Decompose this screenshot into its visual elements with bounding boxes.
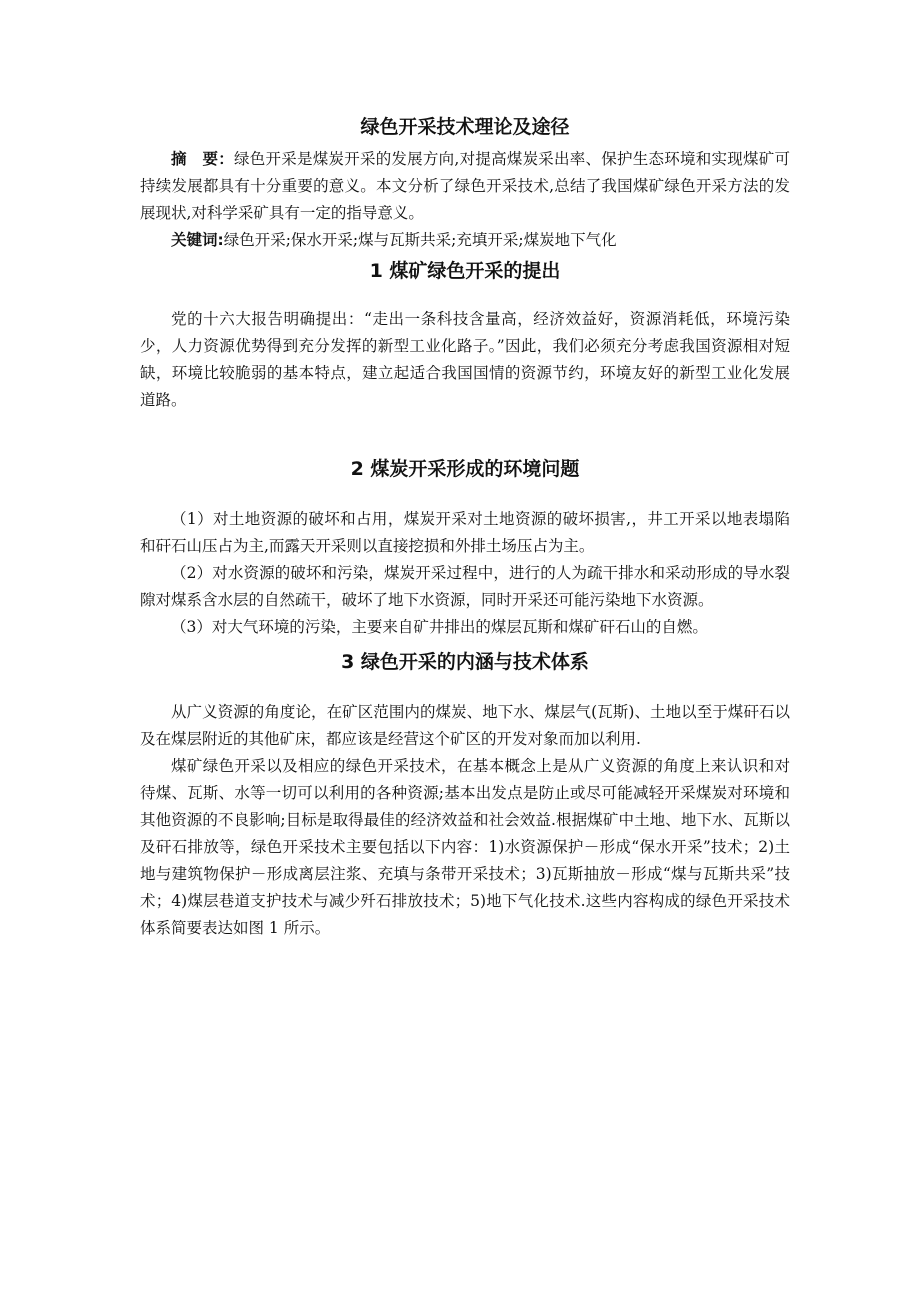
abstract-label: 摘 要： bbox=[171, 150, 234, 168]
section-1-heading: 1 煤矿绿色开采的提出 bbox=[369, 260, 561, 282]
section-2-paragraph-1: （1）对土地资源的破坏和占用，煤炭开采对土地资源的破坏损害,，井工开采以地表塌陷和矸石山压占为主,而露天开采则以直接挖损和外排土场压占为主。 bbox=[140, 510, 790, 555]
section-2-heading: 2 煤炭开采形成的环境问题 bbox=[350, 458, 580, 480]
section-3-paragraph-2: 煤矿绿色开采以及相应的绿色开采技术，在基本概念上是从广义资源的角度上来认识和对待煤、瓦斯、水等一切可以利用的各种资源;基本出发点是防止或尽可能减轻开采煤炭对环境和其他资源的不良影响;目标是取得最佳的经济效益和社会效益.根据煤矿中土地、地下水、瓦斯以及矸石排放等，绿色开采技术主要包括以下内容：1)水资源保护－形成“保水开采”技术；2)土地与建筑物保护－形成离层注浆、充填与条带开采技术；3)瓦斯抽放－形成“煤与瓦斯共采”技术；4)煤层巷道支护技术与减少歼石排放技术；5)地下气化技术.这些内容构成的绿色开采技术体系简要表达如图 1 所示。 bbox=[140, 757, 790, 937]
section-1-paragraph-1: 党的十六大报告明确提出：“走出一条科技含量高，经济效益好，资源消耗低，环境污染少，人力资源优势得到充分发挥的新型工业化路子。”因此，我们必须充分考虑我国资源相对短缺，环境比较脆弱的基本特点，建立起适合我国国情的资源节约，环境友好的新型工业化发展道路。 bbox=[140, 310, 790, 409]
section-2-paragraph-2: （2）对水资源的破坏和污染，煤炭开采过程中，进行的人为疏干排水和采动形成的导水裂隙对煤系含水层的自然疏干，破坏了地下水资源，同时开采还可能污染地下水资源。 bbox=[140, 564, 790, 609]
abstract-paragraph bbox=[140, 146, 790, 227]
section-3-paragraph-1: 从广义资源的角度论，在矿区范围内的煤炭、地下水、煤层气(瓦斯)、土地以至于煤矸石以及在煤层附近的其他矿床，都应该是经营这个矿区的开发对象而加以利用. bbox=[140, 703, 790, 748]
keywords-paragraph bbox=[140, 227, 790, 254]
section-3-heading: 3 绿色开采的内涵与技术体系 bbox=[341, 651, 589, 673]
keywords-label: 关键词: bbox=[171, 231, 224, 249]
abstract-text: 绿色开采是煤炭开采的发展方向,对提高煤炭采出率、保护生态环境和实现煤矿可持续发展都具有十分重要的意义。本文分析了绿色开采技术,总结了我国煤矿绿色开采方法的发展现状,对科学采矿具有一定的指导意义。 bbox=[140, 150, 790, 222]
document-page bbox=[140, 112, 790, 942]
section-2-paragraph-3: （3）对大气环境的污染，主要来自矿井排出的煤层瓦斯和煤矿矸石山的自燃。 bbox=[171, 618, 708, 636]
keywords-text: 绿色开采;保水开采;煤与瓦斯共采;充填开采;煤炭地下气化 bbox=[223, 231, 617, 249]
document-title: 绿色开采技术理论及途径 bbox=[360, 116, 570, 138]
